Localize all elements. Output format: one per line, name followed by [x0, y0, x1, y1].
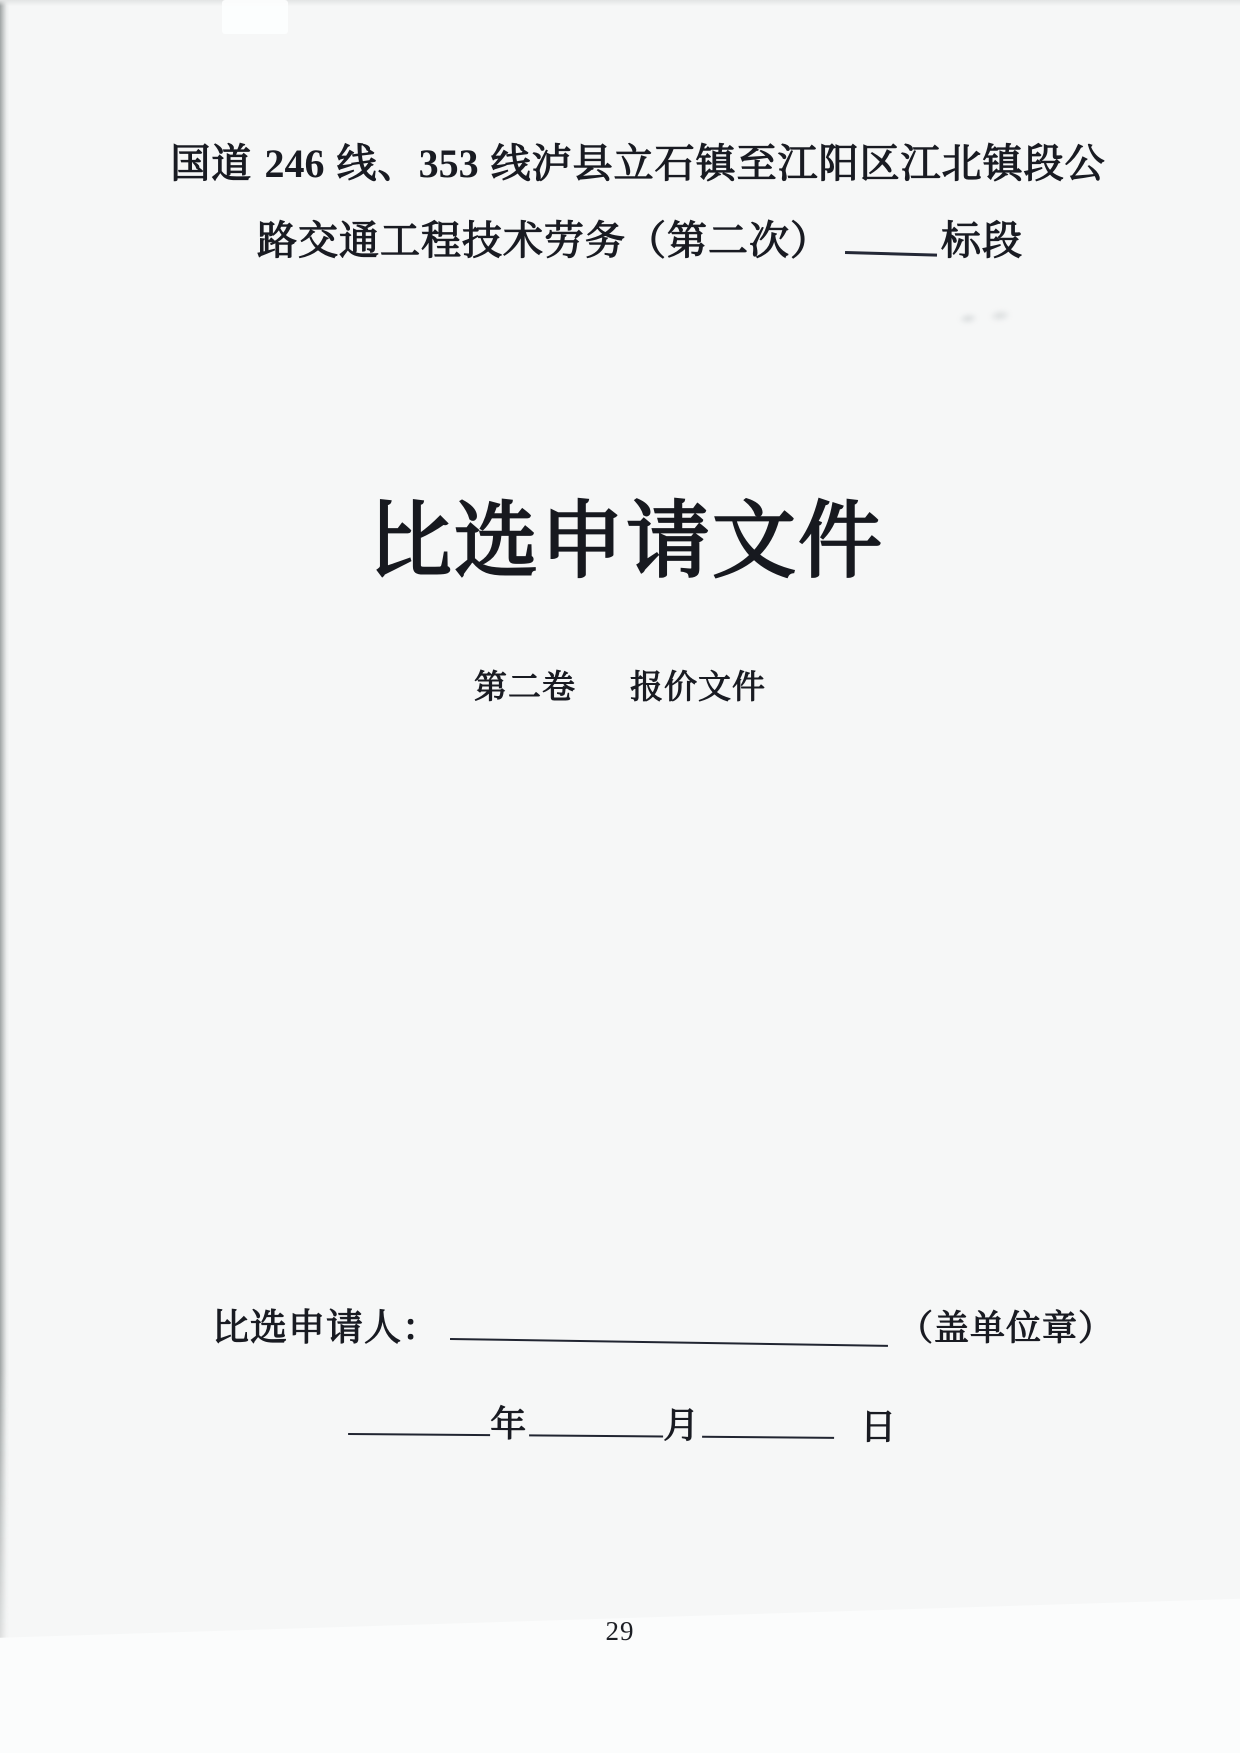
date-row [348, 1395, 897, 1450]
title-text-segment: 线、 [324, 142, 419, 186]
section-number-blank [845, 217, 938, 257]
year-blank [348, 1399, 490, 1436]
title-text-segment: 线泸县立石镇至江阳区江北镇段公 [478, 142, 1106, 186]
page-number: 29 [605, 1616, 635, 1646]
project-title-line2 [0, 217, 1240, 265]
subtitle-name: 报价文件 [630, 668, 766, 705]
route-number-246: 246 [264, 141, 325, 186]
subtitle-volume: 第二卷 [474, 668, 576, 705]
route-number-353: 353 [418, 141, 479, 186]
title-line2-prefix: 路交通工程技术劳务（第二次） [257, 219, 831, 263]
applicant-signature-row [212, 1297, 1114, 1351]
day-label: 日 [860, 1406, 898, 1448]
project-title-line1 [0, 140, 1240, 188]
day-blank [702, 1402, 834, 1439]
year-label: 年 [490, 1403, 528, 1445]
applicant-label: 比选申请人： [212, 1307, 440, 1348]
title-text-segment: 国道 [170, 142, 265, 186]
document-main-title: 比选申请文件 [367, 494, 884, 588]
document-subtitle [0, 661, 1240, 708]
scan-light-patch [222, 0, 288, 34]
ink-bleedthrough-smudge [951, 299, 1028, 334]
month-blank [529, 1400, 663, 1437]
seal-note: （盖单位章） [898, 1309, 1115, 1348]
applicant-name-blank [450, 1302, 889, 1347]
title-line2-suffix: 标段 [941, 219, 1023, 263]
scan-edge-shadow-top [0, 0, 1240, 6]
month-label: 月 [663, 1404, 701, 1446]
